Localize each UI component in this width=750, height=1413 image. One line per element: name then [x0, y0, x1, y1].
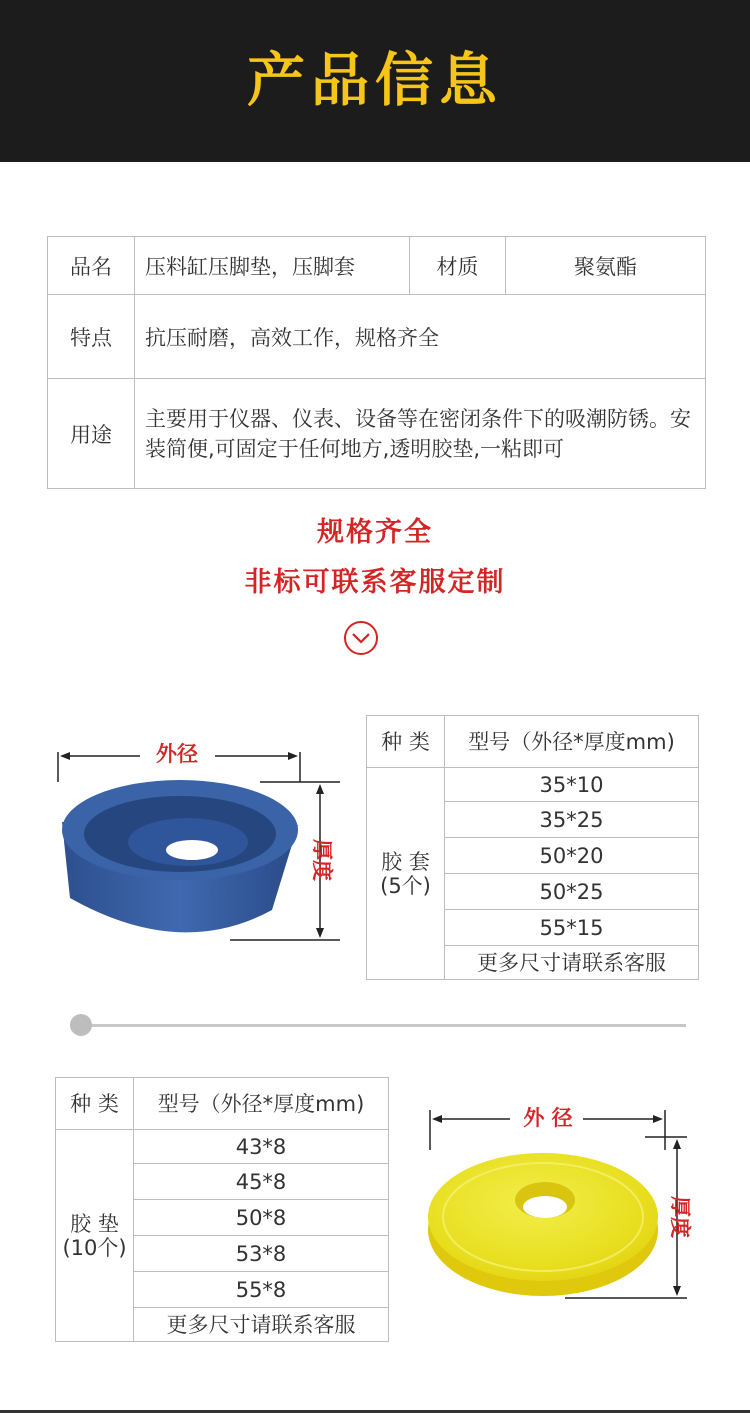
pad-more-sizes: 更多尺寸请联系客服: [134, 1308, 389, 1342]
name-label: 品名: [48, 237, 135, 295]
sleeve-type-header: 种 类: [367, 716, 445, 768]
sleeve-type-cell: [367, 768, 445, 980]
sleeve-size-4: 50*25: [445, 874, 699, 910]
sleeve-type-name: 胶 套: [381, 849, 430, 874]
material-value: 聚氨酯: [506, 237, 706, 295]
slogan-line-1: 规格齐全: [317, 517, 433, 548]
section-divider: [80, 1024, 686, 1027]
slogan-line-2: 非标可联系客服定制: [244, 567, 506, 598]
pad-diameter-label: 外 径: [523, 1106, 573, 1130]
feature-value: 抗压耐磨，高效工作，规格齐全: [135, 295, 706, 379]
material-label: 材质: [410, 237, 506, 295]
header-banner: [0, 0, 750, 162]
pad-type-cell: [56, 1130, 134, 1342]
sleeve-spec-table: [366, 715, 699, 980]
chevron-down-circle-icon[interactable]: [343, 620, 379, 656]
sleeve-size-1: 35*10: [445, 768, 699, 802]
info-row-feature: [48, 295, 706, 379]
sleeve-type-count: (5个): [380, 873, 431, 898]
pad-type-count: (10个): [62, 1235, 127, 1260]
name-value: 压料缸压脚垫，压脚套: [135, 237, 410, 295]
product-info-table: [47, 236, 706, 489]
pad-figure: [415, 1095, 715, 1305]
pad-model-header: 型号（外径*厚度mm): [134, 1078, 389, 1130]
pad-type-name: 胶 垫: [70, 1211, 119, 1236]
divider-dot: [70, 1014, 92, 1036]
pad-size-2: 45*8: [134, 1164, 389, 1200]
pad-size-1: 43*8: [134, 1130, 389, 1164]
sleeve-more-sizes: 更多尺寸请联系客服: [445, 946, 699, 980]
sleeve-size-2: 35*25: [445, 802, 699, 838]
pad-type-header: 种 类: [56, 1078, 134, 1130]
pad-spec-table: [55, 1077, 389, 1342]
usage-label: 用途: [48, 379, 135, 489]
feature-label: 特点: [48, 295, 135, 379]
sleeve-size-5: 55*15: [445, 910, 699, 946]
sleeve-size-3: 50*20: [445, 838, 699, 874]
pad-thickness-label: 厚度: [668, 1196, 692, 1238]
usage-value: 主要用于仪器、仪表、设备等在密闭条件下的吸潮防锈。安装简便,可固定于任何地方,透明胶垫,一粘即可: [135, 379, 706, 489]
sleeve-model-header: 型号（外径*厚度mm): [445, 716, 699, 768]
page-title: 产品信息: [246, 46, 503, 114]
info-row-usage: [48, 379, 706, 489]
pad-size-5: 55*8: [134, 1272, 389, 1308]
sleeve-thickness-label: 厚度: [310, 839, 334, 881]
pad-size-3: 50*8: [134, 1200, 389, 1236]
pad-size-4: 53*8: [134, 1236, 389, 1272]
info-row-name: [48, 237, 706, 295]
sleeve-diameter-label: 外径: [156, 742, 198, 766]
sleeve-figure: [40, 730, 360, 960]
